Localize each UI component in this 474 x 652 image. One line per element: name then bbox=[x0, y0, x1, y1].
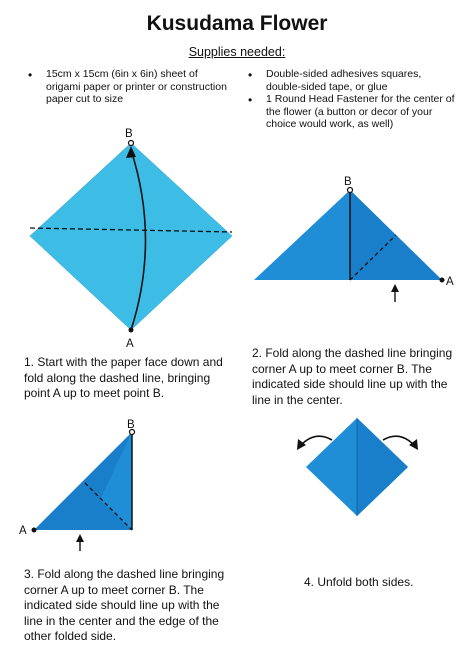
arrow-head-icon bbox=[297, 439, 306, 450]
step2-diagram bbox=[254, 176, 454, 302]
paper-diamond bbox=[30, 143, 232, 330]
supply-item-paper: 15cm x 15cm (6in x 6in) sheet of origami paper or printer or construction paper cut to size bbox=[46, 68, 227, 105]
step-2-text: 2. Fold along the dashed line bringing corner A up to meet corner B. The indicated side should line up with the line in the center. bbox=[252, 346, 453, 407]
step3-diagram bbox=[19, 419, 135, 551]
paper-diamond-shade bbox=[357, 418, 408, 516]
page-title: Kusudama Flower bbox=[146, 12, 328, 35]
point-a-label: A bbox=[126, 338, 134, 350]
point-a-dot bbox=[129, 328, 134, 333]
step1-diagram bbox=[30, 128, 232, 350]
point-a-label: A bbox=[446, 276, 454, 288]
supply-item-fastener: 1 Round Head Fastener for the center of the flower (a button or decor of your choice would work, as well) bbox=[266, 93, 455, 130]
arrow-head-icon bbox=[391, 284, 399, 292]
bullet-icon: • bbox=[28, 68, 33, 82]
point-b-dot bbox=[348, 188, 353, 193]
point-a-label: A bbox=[19, 525, 27, 537]
point-b-label: B bbox=[344, 176, 352, 188]
step-4-text: 4. Unfold both sides. bbox=[304, 575, 414, 589]
point-b-label: B bbox=[125, 128, 133, 140]
bullet-icon: • bbox=[248, 68, 253, 82]
bullet-icon: • bbox=[248, 93, 253, 107]
point-b-dot bbox=[129, 141, 134, 146]
supplies-heading: Supplies needed: bbox=[188, 45, 286, 59]
point-b-label: B bbox=[127, 419, 135, 431]
point-a-dot bbox=[440, 278, 445, 283]
step4-diagram bbox=[297, 418, 418, 516]
step-3-text: 3. Fold along the dashed line bringing corner A up to meet corner B. The indicated side should line up with the line in the center and the edge of the other folded side. bbox=[24, 567, 225, 643]
arrow-head-icon bbox=[409, 439, 418, 450]
step-1-text: 1. Start with the paper face down and fold along the dashed line, bringing point A up to meet point B. bbox=[24, 355, 223, 400]
arrow-head-icon bbox=[76, 534, 84, 542]
point-a-dot bbox=[32, 528, 37, 533]
supply-item-adhesive: Double-sided adhesives squares, double-sided tape, or glue bbox=[266, 68, 422, 93]
